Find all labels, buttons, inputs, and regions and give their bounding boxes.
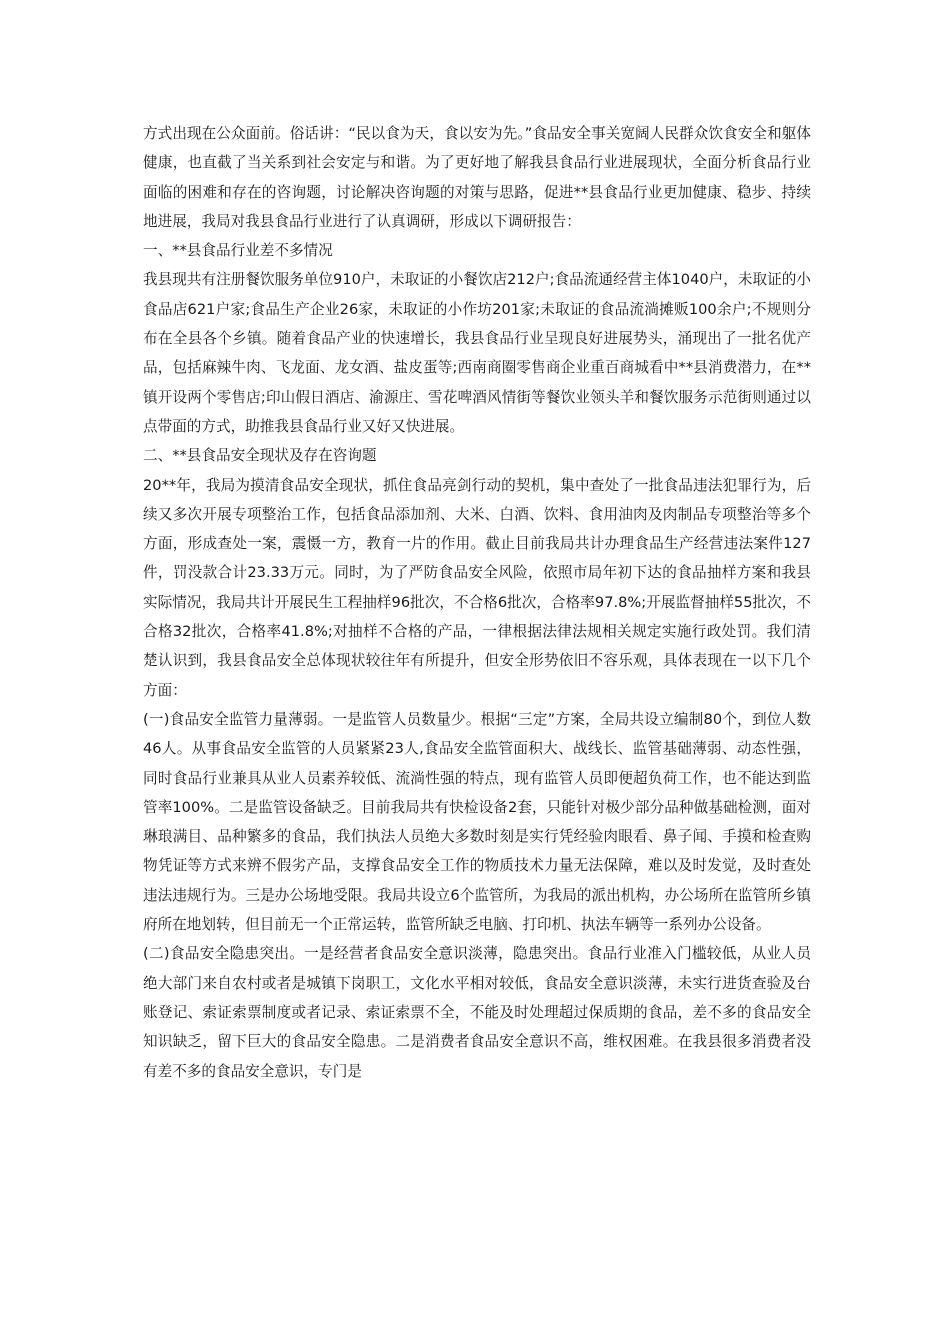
intro-paragraph: 方式出现在公众面前。俗话讲：“民以食为天，食以安为先。”食品安全事关宽阔人民群众饮食安全和躯体健康，也直截了当关系到社会安定与和谐。为了更好地了解我县食品行业进展现状，全面分析食品行业面临的困难和存在的咨询题，讨论解决咨询题的对策与思路，促进**县食品行业更加健康、稳步、持续地进展，我局对我县食品行业进行了认真调研，形成以下调研报告： <box>143 125 811 230</box>
section-heading-basic-situation: 一、**县食品行业差不多情况 <box>143 242 333 260</box>
section-heading-safety-status: 二、**县食品安全现状及存在咨询题 <box>143 447 377 465</box>
hidden-risks-paragraph: (二)食品安全隐患突出。一是经营者食品安全意识淡薄，隐患突出。食品行业准入门槛较低，从业人员绝大部门来自农村或者是城镇下岗职工，文化水平相对较低，食品安全意识淡薄，未实行进货查验及台账登记、索证索票制度或者记录、索证索票不全，不能及时处理超过保质期的食品，差不多的食品安全知识缺乏，留下巨大的食品安全隐患。二是消费者食品安全意识不高，维权困难。在我县很多消费者没有差不多的食品安全意识，专门是 <box>143 945 811 1080</box>
document-body <box>143 119 811 1086</box>
safety-status-paragraph: 20**年，我局为摸清食品安全现状，抓住食品亮剑行动的契机，集中查处了一批食品违法犯罪行为，后续又多次开展专项整治工作，包括食品添加剂、大米、白酒、饮料、食用油肉及肉制品专项整治等多个方面，形成查处一案，震慑一方，教育一片的作用。截止目前我局共计办理食品生产经营违法案件127件，罚没款合计23.33万元。同时，为了严防食品安全风险，依照市局年初下达的食品抽样方案和我县实际情况，我局共计开展民生工程抽样96批次，不合格6批次，合格率97.8%;开展监督抽样55批次，不合格32批次，合格率41.8%;对抽样不合格的产品，一律根据法律法规相关规定实施行政处罚。我们清楚认识到，我县食品安全总体现状较往年有所提升，但安全形势依旧不容乐观，具体表现在一以下几个方面： <box>143 476 811 699</box>
basic-situation-paragraph: 我县现共有注册餐饮服务单位910户，未取证的小餐饮店212户;食品流通经营主体1040户，未取证的小食品店621户家;食品生产企业26家，未取证的小作坊201家;未取证的食品流淌摊贩100余户;不规则分布在全县各个乡镇。随着食品产业的快速增长，我县食品行业呈现良好进展势头，涌现出了一批名优产品，包括麻辣牛肉、飞龙面、龙女酒、盐皮蛋等;西南商圈零售商企业重百商城看中**县消费潜力，在**镇开设两个零售店;印山假日酒店、渝源庄、雪花啤酒风情街等餐饮业领头羊和餐饮服务示范街则通过以点带面的方式，助推我县食品行业又好又快进展。 <box>143 271 811 435</box>
supervision-weakness-paragraph: (一)食品安全监管力量薄弱。一是监管人员数量少。根据“三定”方案，全局共设立编制80个，到位人数46人。从事食品安全监管的人员紧紧23人,食品安全监管面积大、战线长、监管基础薄弱、动态性强，同时食品行业兼具从业人员素养较低、流淌性强的特点，现有监管人员即便超负荷工作，也不能达到监管率100%。二是监管设备缺乏。目前我局共有快检设备2套，只能针对极少部分品种做基础检测，面对琳琅满目、品种繁多的食品，我们执法人员绝大多数时刻是实行凭经验肉眼看、鼻子闻、手摸和检查购物凭证等方式来辨不假劣产品，支撑食品安全工作的物质技术力量无法保障，难以及时发觉，及时查处违法违规行为。三是办公场地受限。我局共设立6个监管所，为我局的派出机构，办公场所在监管所乡镇府所在地划转，但目前无一个正常运转，监管所缺乏电脑、打印机、执法车辆等一系列办公设备。 <box>143 710 811 934</box>
